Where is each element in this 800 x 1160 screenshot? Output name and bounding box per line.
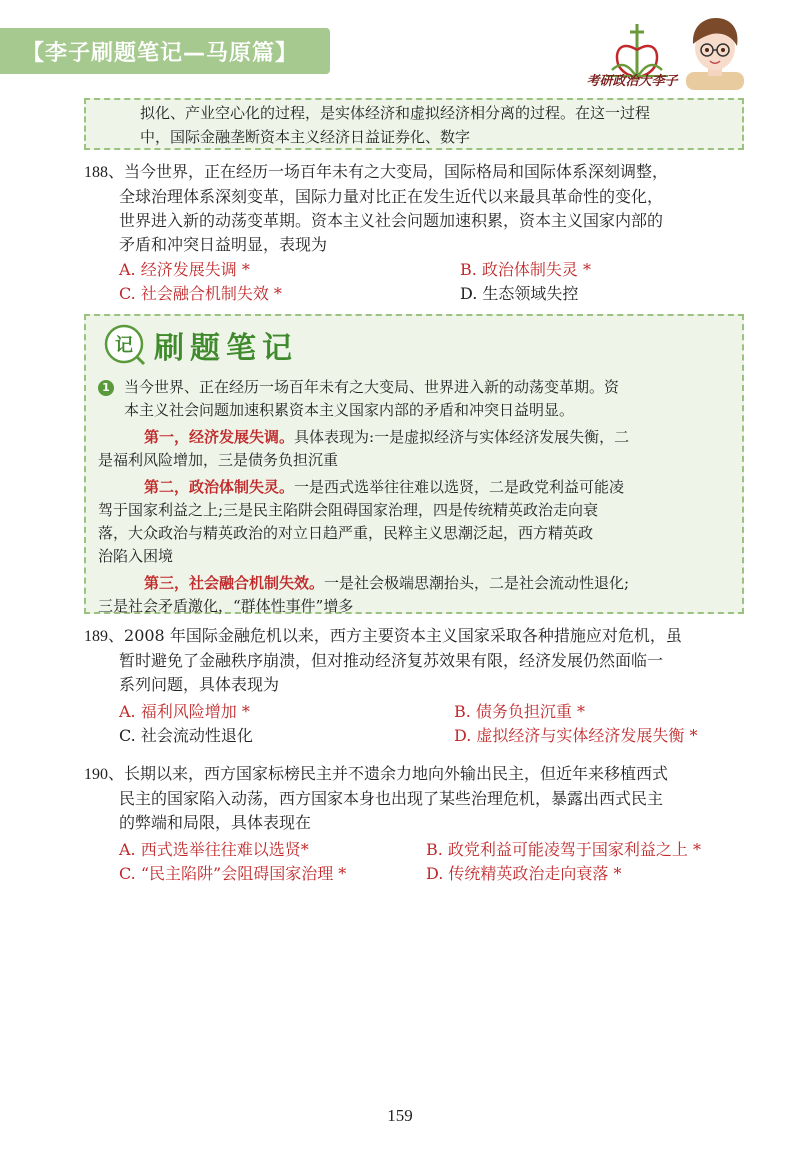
question-stem: 2008 年国际金融危机以来，西方主要资本主义国家采取各种措施应对危机，虽 bbox=[124, 626, 682, 645]
question-number: 190、 bbox=[84, 766, 125, 783]
notes-text: 一是社会极端思潮抬头，二是社会流动性退化; bbox=[324, 574, 630, 592]
number-badge: 1 bbox=[98, 380, 114, 396]
header-banner bbox=[0, 28, 330, 74]
question-188 bbox=[84, 160, 744, 307]
question-stem: 矛盾和冲突日益明显，表现为 bbox=[119, 235, 328, 254]
question-stem: 长期以来，西方国家标榜民主并不遗余力地向外输出民主，但近年来移植西式 bbox=[124, 764, 669, 783]
question-stem: 全球治理体系深刻变革，国际力量对比正在发生近代以来最具革命性的变化， bbox=[119, 187, 664, 206]
option-b: B. 政治体制失灵 * bbox=[460, 260, 592, 279]
option-c: C. 社会流动性退化 bbox=[119, 726, 253, 745]
logo-text: 考研政治大李子 bbox=[586, 74, 678, 89]
notes-text: 落，大众政治与精英政治的对立日趋严重，民粹主义思潮泛起，西方精英政 bbox=[98, 524, 594, 542]
option-d: D. 生态领域失控 bbox=[460, 284, 579, 303]
question-189 bbox=[84, 624, 744, 747]
question-number: 188、 bbox=[84, 164, 125, 181]
option-c: C. 社会融合机制失效 * bbox=[119, 284, 282, 303]
notes-heading: 第三，社会融合机制失效。 bbox=[144, 574, 325, 592]
option-a: A. 福利风险增加 * bbox=[119, 702, 250, 721]
header-title: 【李子刷题笔记—马原篇】 bbox=[22, 40, 299, 66]
notes-text: 是福利风险增加，三是债务负担沉重 bbox=[98, 451, 339, 469]
study-notes-box bbox=[84, 314, 744, 614]
continued-note-box bbox=[84, 98, 744, 150]
svg-text:记: 记 bbox=[115, 335, 133, 356]
option-a: A. 西式选举往往难以选贤* bbox=[119, 840, 309, 859]
notes-title: 刷题笔记 bbox=[154, 331, 298, 366]
notes-text: 三是社会矛盾激化，“群体性事件”增多 bbox=[98, 597, 354, 615]
notes-header bbox=[102, 322, 298, 368]
question-stem: 暂时避免了金融秩序崩溃，但对推动经济复苏效果有限，经济发展仍然面临一 bbox=[119, 651, 664, 670]
question-stem: 当今世界，正在经历一场百年未有之大变局，国际格局和国际体系深刻调整， bbox=[124, 162, 669, 181]
option-b: B. 债务负担沉重 * bbox=[454, 702, 586, 721]
notes-text: 治陷入困境 bbox=[98, 547, 174, 565]
notes-text: 具体表现为:一是虚拟经济与实体经济发展失衡，二 bbox=[294, 428, 630, 446]
note-line: 中，国际金融垄断资本主义经济日益证券化、数字 bbox=[140, 128, 471, 146]
option-b: B. 政党利益可能凌驾于国家利益之上 * bbox=[426, 840, 702, 859]
notes-heading: 第一，经济发展失调。 bbox=[144, 428, 295, 446]
question-stem: 世界进入新的动荡变革期。资本主义社会问题加速积累，资本主义国家内部的 bbox=[119, 211, 664, 230]
option-a: A. 经济发展失调 * bbox=[119, 260, 250, 279]
notes-text: 驾于国家利益之上;三是民主陷阱会阻碍国家治理，四是传统精英政治走向衰 bbox=[98, 501, 599, 519]
question-190 bbox=[84, 762, 744, 885]
avatar bbox=[682, 14, 748, 90]
notes-heading: 第二，政治体制失灵。 bbox=[144, 478, 295, 496]
question-stem: 民主的国家陷入动荡，西方国家本身也出现了某些治理危机，暴露出西式民主 bbox=[119, 789, 664, 808]
notes-text: 当今世界、正在经历一场百年未有之大变局、世界进入新的动荡变革期。资 bbox=[124, 378, 620, 396]
option-d: D. 虚拟经济与实体经济发展失衡 * bbox=[454, 726, 698, 745]
option-d: D. 传统精英政治走向衰落 * bbox=[426, 864, 622, 883]
page-number: 159 bbox=[387, 1106, 413, 1125]
question-number: 189、 bbox=[84, 628, 125, 645]
note-line: 拟化、产业空心化的过程，是实体经济和虚拟经济相分离的过程。在这一过程 bbox=[140, 104, 651, 122]
question-stem: 系列问题，具体表现为 bbox=[119, 675, 280, 694]
notes-text: 本主义社会问题加速积累资本主义国家内部的矛盾和冲突日益明显。 bbox=[124, 401, 575, 419]
option-c: C. “民主陷阱”会阻碍国家治理 * bbox=[119, 864, 347, 883]
question-stem: 的弊端和局限，具体表现在 bbox=[119, 813, 312, 832]
notes-icon bbox=[102, 322, 146, 366]
notes-text: 一是西式选举往往难以选贤，二是政党利益可能凌 bbox=[294, 478, 625, 496]
